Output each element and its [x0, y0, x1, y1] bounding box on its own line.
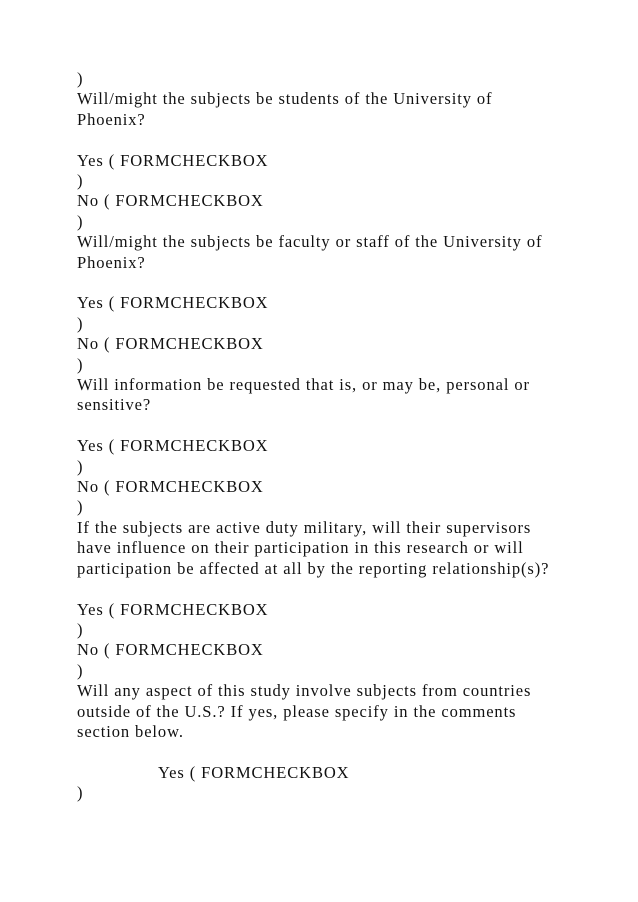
question-military-cont: participation be affected at all by the reporting relationship(s)? — [77, 558, 550, 578]
text-line: ) — [77, 211, 84, 231]
blank-line — [77, 416, 617, 436]
question-countries: Will any aspect of this study involve subjects from countries — [77, 681, 532, 701]
no-checkbox-faculty: No ( FORMCHECKBOX — [77, 334, 264, 354]
blank-line — [77, 273, 617, 293]
text-line: ) — [77, 456, 84, 476]
yes-checkbox-sensitive: Yes ( FORMCHECKBOX — [77, 436, 269, 456]
text-line: ) — [77, 497, 84, 517]
question-faculty: Will/might the subjects be faculty or staff of the University of — [77, 232, 543, 252]
no-checkbox-military: No ( FORMCHECKBOX — [77, 640, 264, 660]
question-students: Will/might the subjects be students of the University of — [77, 89, 493, 109]
yes-checkbox-countries: Yes ( FORMCHECKBOX — [158, 762, 350, 782]
yes-checkbox-students: Yes ( FORMCHECKBOX — [77, 150, 269, 170]
question-faculty-cont: Phoenix? — [77, 252, 146, 272]
question-military-cont: have influence on their participation in this research or will — [77, 538, 524, 558]
blank-line — [77, 742, 617, 762]
question-students-cont: Phoenix? — [77, 109, 146, 129]
no-checkbox-students: No ( FORMCHECKBOX — [77, 191, 264, 211]
blank-line — [77, 579, 617, 599]
text-line: ) — [77, 171, 84, 191]
question-countries-cont: outside of the U.S.? If yes, please specify in the comments — [77, 701, 517, 721]
question-sensitive: Will information be requested that is, or may be, personal or — [77, 375, 530, 395]
text-line: ) — [77, 619, 84, 639]
document-page — [77, 69, 617, 804]
yes-checkbox-military: Yes ( FORMCHECKBOX — [77, 599, 269, 619]
text-line: ) — [77, 313, 84, 333]
question-sensitive-cont: sensitive? — [77, 395, 152, 415]
text-line: ) — [77, 660, 84, 680]
text-line: ) — [77, 354, 84, 374]
question-countries-cont: section below. — [77, 721, 184, 741]
no-checkbox-sensitive: No ( FORMCHECKBOX — [77, 477, 264, 497]
question-military: If the subjects are active duty military, will their supervisors — [77, 517, 532, 537]
text-line: ) — [77, 69, 84, 88]
blank-line — [77, 130, 617, 150]
yes-checkbox-faculty: Yes ( FORMCHECKBOX — [77, 293, 269, 313]
text-line: ) — [77, 783, 84, 803]
